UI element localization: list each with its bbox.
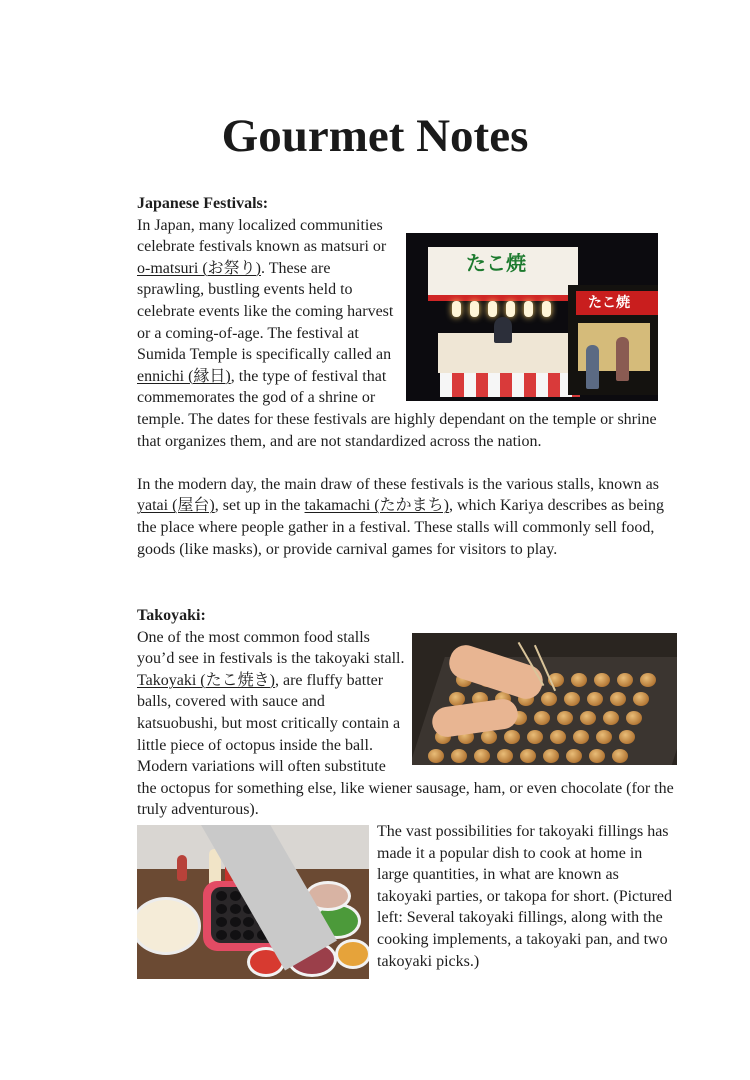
takoyaki-ball bbox=[596, 730, 612, 744]
takoyaki-ball bbox=[580, 711, 596, 725]
takoyaki-ball bbox=[633, 692, 649, 706]
takoyaki-ball bbox=[557, 711, 573, 725]
festival-stalls-image bbox=[406, 233, 658, 401]
stall-sign-text: たこ焼 bbox=[466, 250, 526, 275]
pan-hole bbox=[216, 904, 227, 914]
takoyaki-ball bbox=[617, 673, 633, 687]
stall-curtain bbox=[440, 373, 580, 397]
takoyaki-ball bbox=[534, 711, 550, 725]
pan-hole bbox=[230, 891, 241, 901]
festivals-text: , which Kariya describes as being the place where people gather in a festival. These stalls will commonly sell food, goods (like masks), or provide carnival games for visitors to play. bbox=[137, 497, 664, 558]
takoyaki-section bbox=[137, 605, 677, 985]
takoyaki-ball bbox=[564, 692, 580, 706]
takoyaki-ball bbox=[543, 749, 559, 763]
lantern-icon bbox=[470, 301, 479, 317]
takamachi-link[interactable]: takamachi (たかまち) bbox=[304, 497, 449, 515]
lantern-icon bbox=[506, 301, 515, 317]
takoyaki-ball bbox=[610, 692, 626, 706]
pan-hole bbox=[216, 891, 227, 901]
takoyaki-ball bbox=[550, 730, 566, 744]
festivals-text: In the modern day, the main draw of these festivals is the various stalls, known as bbox=[137, 475, 659, 493]
vendor-figure bbox=[494, 317, 512, 343]
pan-hole bbox=[230, 904, 241, 914]
takoyaki-heading: Takoyaki: bbox=[137, 607, 206, 624]
yatai-link[interactable]: yatai (屋台) bbox=[137, 497, 215, 515]
takoyaki-link[interactable]: Takoyaki (たこ焼き) bbox=[137, 671, 275, 689]
pan-hole bbox=[230, 930, 241, 940]
pan-hole bbox=[216, 917, 227, 927]
takoyaki-text: , are fluffy batter balls, covered with sauce and katsuobushi, but most critically contain a little piece of octopus inside the ball. Modern variations will often substitute the octopus for something else, like wiener sausage, ham, or even chocolate (for the truly adventurous). bbox=[137, 671, 674, 819]
takoyaki-text: One of the most common food stalls you’d see in festivals is the takoyaki stall. bbox=[137, 628, 405, 668]
takoyaki-ball bbox=[612, 749, 628, 763]
takoyaki-ball bbox=[520, 749, 536, 763]
second-stall-sign-text: たこ焼 bbox=[588, 294, 630, 311]
takoyaki-ball bbox=[504, 730, 520, 744]
lantern-icon bbox=[452, 301, 461, 317]
takoyaki-ball bbox=[566, 749, 582, 763]
visitor-figure bbox=[616, 337, 629, 381]
takoyaki-ball bbox=[573, 730, 589, 744]
takoyaki-ball bbox=[474, 749, 490, 763]
takoyaki-ball bbox=[451, 749, 467, 763]
takoyaki-ball bbox=[571, 673, 587, 687]
ennichi-link[interactable]: ennichi (縁日) bbox=[137, 367, 231, 385]
festivals-heading: Japanese Festivals: bbox=[137, 195, 269, 212]
takoyaki-paragraph-2: The vast possibilities for takoyaki fillings has made it a popular dish to cook at home in large quantities, in what are known as takoyaki parties, or takopa for short. (Pictured left: Several takoyaki fillings, along with the cooking implements, a takoyaki pan, and two takoyaki picks.) bbox=[377, 822, 673, 970]
o-matsuri-link[interactable]: o-matsuri (お祭り) bbox=[137, 259, 261, 277]
tenkasu-bowl bbox=[335, 939, 369, 969]
festivals-section bbox=[137, 193, 677, 560]
takoyaki-ball bbox=[640, 673, 656, 687]
takoyaki-ball bbox=[603, 711, 619, 725]
pan-hole bbox=[243, 917, 254, 927]
takoyaki-ball bbox=[541, 692, 557, 706]
pan-hole bbox=[230, 917, 241, 927]
takoyaki-ball bbox=[589, 749, 605, 763]
takoyaki-ball bbox=[527, 730, 543, 744]
lantern-icon bbox=[488, 301, 497, 317]
festivals-text: . These are sprawling, bustling events held to celebrate events like the coming harvest or a coming-of-age. The festival at Sumida Temple is specifically called an bbox=[137, 259, 394, 364]
lantern-icon bbox=[524, 301, 533, 317]
takoyaki-grill-image bbox=[412, 633, 677, 765]
spice-jar bbox=[177, 855, 187, 881]
festivals-text: , set up in the bbox=[214, 497, 305, 515]
festivals-paragraph-2 bbox=[137, 474, 677, 560]
page-title: Gourmet Notes bbox=[221, 110, 529, 162]
pan-hole bbox=[243, 930, 254, 940]
home-takoyaki-image bbox=[137, 825, 369, 979]
takoyaki-ball bbox=[587, 692, 603, 706]
takoyaki-ball bbox=[497, 749, 513, 763]
festivals-text: In Japan, many localized communities celebrate festivals known as matsuri or bbox=[137, 216, 387, 256]
takoyaki-ball bbox=[619, 730, 635, 744]
festivals-text: , the type of festival that commemorates the god of a shrine or temple. The dates for these festivals are highly dependant on the temple or shrine that organizes them, and are not standardized across the nation. bbox=[137, 367, 657, 450]
takoyaki-ball bbox=[428, 749, 444, 763]
lantern-icon bbox=[542, 301, 551, 317]
takoyaki-ball bbox=[626, 711, 642, 725]
visitor-figure bbox=[586, 345, 599, 389]
takoyaki-ball bbox=[594, 673, 610, 687]
pan-hole bbox=[216, 930, 227, 940]
